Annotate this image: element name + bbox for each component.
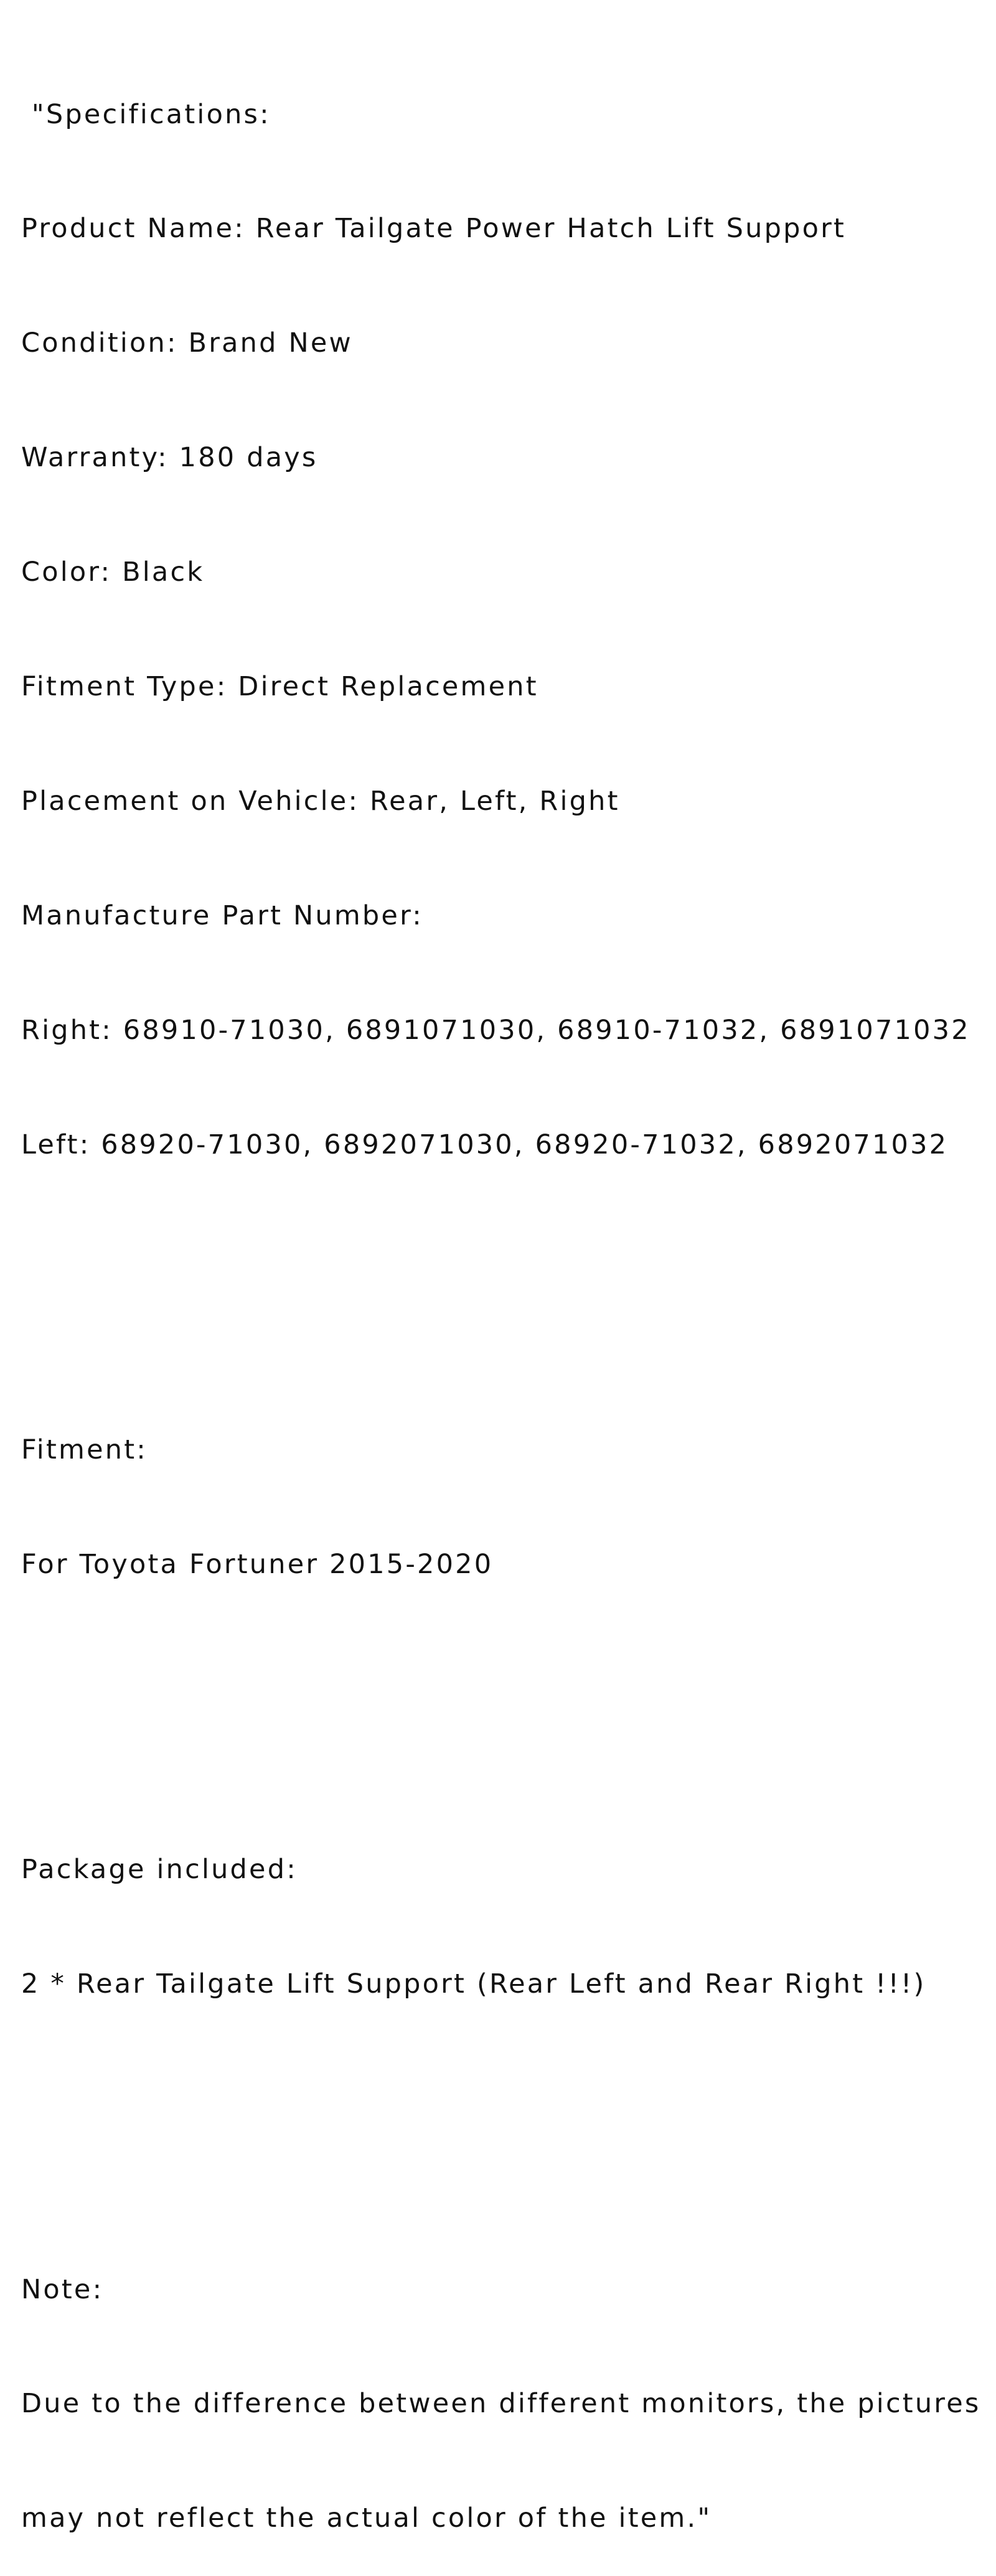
condition-line: Condition: Brand New	[21, 327, 353, 359]
package-heading: Package included:	[21, 1854, 298, 1886]
note-heading: Note:	[21, 2273, 104, 2305]
color-line: Color: Black	[21, 557, 205, 588]
section-spacer	[21, 2118, 980, 2156]
package-contents: 2 * Rear Tailgate Lift Support (Rear Left and Rear Right !!!)	[21, 1968, 926, 2000]
product-name-line: Product Name: Rear Tailgate Power Hatch Lift Support	[21, 213, 847, 245]
right-part-numbers: Right: 68910-71030, 6891071030, 68910-71032, 6891071032	[21, 1014, 970, 1046]
fitment-type-line: Fitment Type: Direct Replacement	[21, 671, 538, 703]
note-line-2: may not reflect the actual color of the item."	[21, 2503, 712, 2534]
specifications-heading: "Specifications:	[21, 98, 271, 130]
warranty-line: Warranty: 180 days	[21, 442, 318, 474]
note-line-1: Due to the difference between different monitors, the pictures	[21, 2388, 981, 2420]
placement-line: Placement on Vehicle: Rear, Left, Right	[21, 785, 620, 817]
section-spacer	[21, 1698, 980, 1736]
left-part-numbers: Left: 68920-71030, 6892071030, 68920-71032, 6892071032	[21, 1129, 949, 1160]
fitment-heading: Fitment:	[21, 1434, 148, 1465]
section-spacer	[21, 1279, 980, 1317]
spec-document	[21, 19, 980, 2576]
fitment-vehicle: For Toyota Fortuner 2015-2020	[21, 1548, 494, 1580]
part-number-heading: Manufacture Part Number:	[21, 900, 423, 931]
